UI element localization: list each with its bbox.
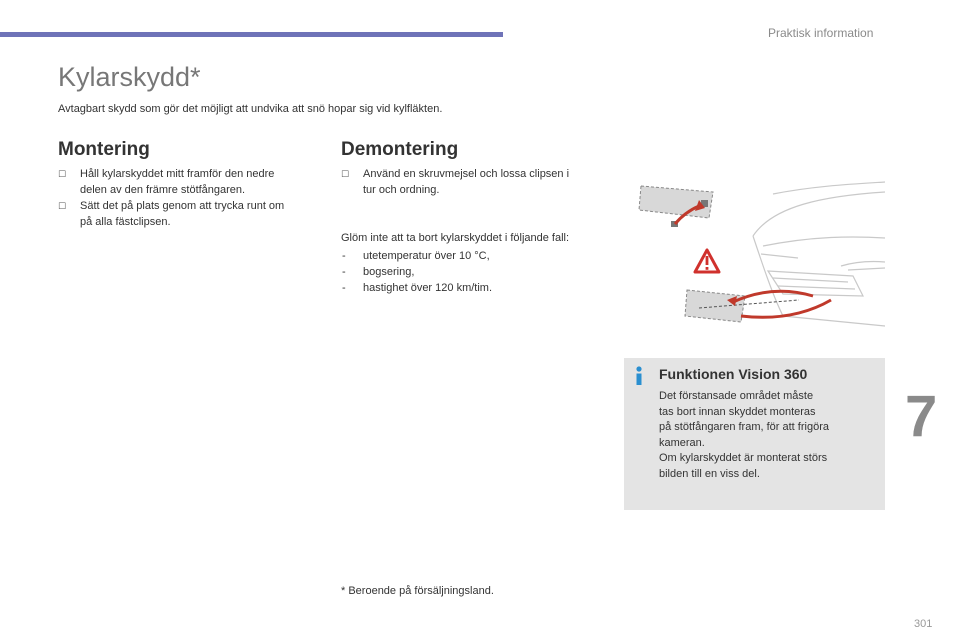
info-title: Funktionen Vision 360 [659,366,808,382]
info-line: på stötfångaren fram, för att frigöra [659,421,829,433]
chapter-number: 7 [905,384,938,449]
info-line: bilden till en viss del. [659,467,760,480]
step-line: Sätt det på plats genom att trycka runt om [80,200,285,212]
page-intro: Avtagbart skydd som gör det möjligt att undvika att snö hopar sig vid kylfläkten. [58,103,443,115]
checkbox-arrow-icon: ☐ [58,169,67,179]
list-item [58,166,328,198]
demontering-heading: Demontering [341,139,459,160]
step-line: delen av den främre stötfångaren. [80,184,246,196]
warning-triangle-icon [695,250,719,272]
removal-reminder: Glöm inte att ta bort kylarskyddet i följande fall: [341,232,570,244]
arrow-icon [733,291,813,302]
car-front-icon [753,182,885,326]
montering-heading: Montering [58,139,150,160]
list-item: - bogsering, [342,266,415,278]
grille-cover-illustration [623,176,885,336]
grille-cover-icon [639,186,799,322]
step-line: på alla fästclipsen. [80,216,171,228]
montering-steps [58,166,328,230]
list-item: - utetemperatur över 10 °C, [342,250,490,262]
footnote: * Beroende på försäljningsland. [341,585,494,597]
step-line: tur och ordning. [363,184,440,196]
list-item [341,166,611,198]
checkbox-arrow-icon: ☐ [58,201,67,211]
list-item [58,198,328,230]
page-number: 301 [914,618,933,630]
section-label: Praktisk information [768,26,874,40]
step-line: Använd en skruvmejsel och lossa clipsen i [363,168,570,180]
info-line: kameran. [659,436,705,449]
arrow-icon [741,300,831,317]
info-line: tas bort innan skyddet monteras [659,405,816,418]
info-line: Det förstansade området måste [659,390,814,402]
info-body [659,389,869,482]
checkbox-arrow-icon: ☐ [341,169,350,179]
removal-cases [341,248,492,296]
step-line: Håll kylarskyddet mitt framför den nedre [80,168,275,180]
page-title: Kylarskydd* [58,62,201,92]
info-box [624,358,885,510]
demontering-steps [341,166,611,198]
header-accent-bar [0,32,503,37]
list-item: - hastighet över 120 km/tim. [342,282,493,294]
info-line: Om kylarskyddet är monterat störs [659,452,828,464]
info-icon [632,366,646,386]
